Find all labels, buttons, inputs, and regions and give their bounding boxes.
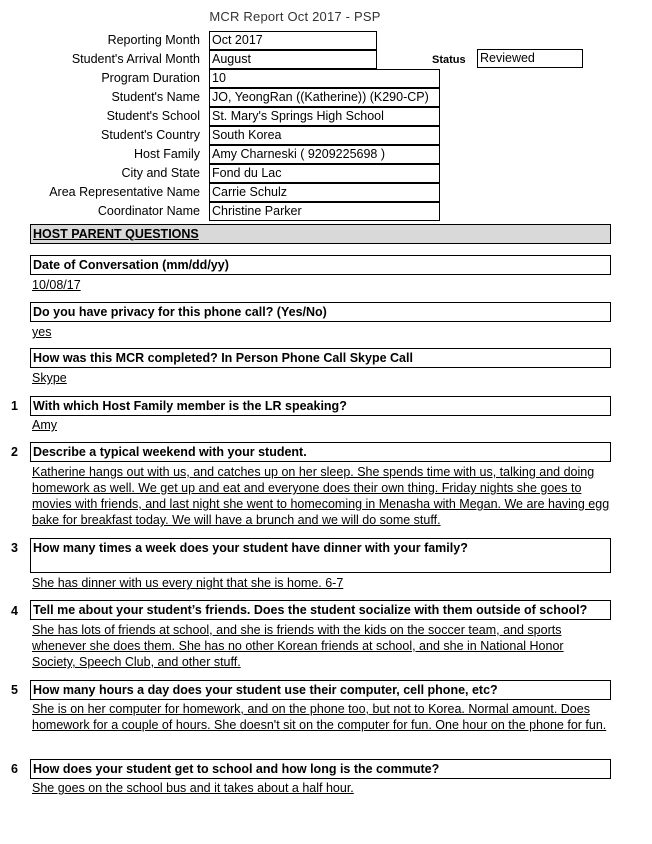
status-label: Status — [432, 54, 466, 66]
question-number: 4 — [11, 604, 18, 618]
field-label: Coordinator Name — [97, 204, 200, 218]
question-number: 1 — [11, 399, 18, 413]
field-value: St. Mary's Springs High School — [209, 107, 440, 126]
field-area-rep — [0, 183, 652, 202]
field-value: 10 — [209, 69, 440, 88]
field-label: Student's Country — [101, 128, 200, 142]
field-coordinator — [0, 202, 652, 221]
field-label: Student's Arrival Month — [71, 52, 200, 66]
field-value: Oct 2017 — [209, 31, 377, 50]
question-box: Date of Conversation (mm/dd/yy) — [30, 255, 611, 275]
field-label: City and State — [121, 166, 200, 180]
field-city-state — [0, 164, 652, 183]
answer-text: She goes on the school bus and it takes about a half hour. — [32, 781, 354, 795]
answer-text: 10/08/17 — [32, 278, 81, 292]
status-badge: Reviewed — [477, 49, 583, 68]
question-box: How does your student get to school and how long is the commute? — [30, 759, 611, 779]
field-label: Host Family — [134, 147, 200, 161]
question-number: 2 — [11, 445, 18, 459]
field-student-name — [0, 88, 652, 107]
field-value: August — [209, 50, 377, 69]
answer-text: Amy — [32, 418, 57, 432]
field-value: Christine Parker — [209, 202, 440, 221]
field-student-school — [0, 107, 652, 126]
question-box: How was this MCR completed? In Person Phone Call Skype Call — [30, 348, 611, 368]
field-label: Program Duration — [101, 71, 200, 85]
answer-text: She has lots of friends at school, and she is friends with the kids on the soccer team, and sports whenever she does them. She has no other Korean friends at school, and she in National Honor Society, Speech Club, and other stuff. — [32, 623, 564, 669]
section-title: HOST PARENT QUESTIONS — [30, 224, 611, 244]
question-number: 5 — [11, 683, 18, 697]
field-value: South Korea — [209, 126, 440, 145]
question-number: 3 — [11, 541, 18, 555]
field-student-country — [0, 126, 652, 145]
field-program-duration — [0, 69, 652, 88]
field-label: Student's Name — [111, 90, 200, 104]
report-title: MCR Report Oct 2017 - PSP — [209, 9, 381, 24]
field-label: Area Representative Name — [49, 185, 200, 199]
question-number: 6 — [11, 762, 18, 776]
question-box: Tell me about your student’s friends. Does the student socialize with them outside of school? — [30, 600, 611, 620]
field-value: JO, YeongRan ((Katherine)) (K290-CP) — [209, 88, 440, 107]
answer-text: She has dinner with us every night that she is home. 6-7 — [32, 576, 344, 590]
field-reporting-month — [0, 31, 652, 50]
field-value: Fond du Lac — [209, 164, 440, 183]
field-value: Carrie Schulz — [209, 183, 440, 202]
question-box: With which Host Family member is the LR speaking? — [30, 396, 611, 416]
field-label: Student's School — [106, 109, 200, 123]
question-box: How many times a week does your student have dinner with your family? — [30, 538, 611, 573]
answer-text: Skype — [32, 371, 67, 385]
field-host-family — [0, 145, 652, 164]
question-box: Do you have privacy for this phone call? (Yes/No) — [30, 302, 611, 322]
question-box: Describe a typical weekend with your student. — [30, 442, 611, 462]
question-box: How many hours a day does your student use their computer, cell phone, etc? — [30, 680, 611, 700]
answer-text: Katherine hangs out with us, and catches up on her sleep. She spends time with us, talking and doing homework as well. We get up and eat and everyone does their own thing. Friday nights she goes to movies with friends, and last night she went to homecoming in Menasha with Megan. We are having egg bake for breakfast today. We will have a brunch and we will do some stuff. — [32, 465, 610, 527]
answer-text: She is on her computer for homework, and on the phone too, but not to Korea. Normal amount. Does homework for a couple of hours. She doesn't sit on the computer for fun. One hour on the phone for fun. — [32, 702, 607, 732]
field-value: Amy Charneski ( 9209225698 ) — [209, 145, 440, 164]
answer-text: yes — [32, 325, 52, 339]
field-label: Reporting Month — [107, 33, 200, 47]
